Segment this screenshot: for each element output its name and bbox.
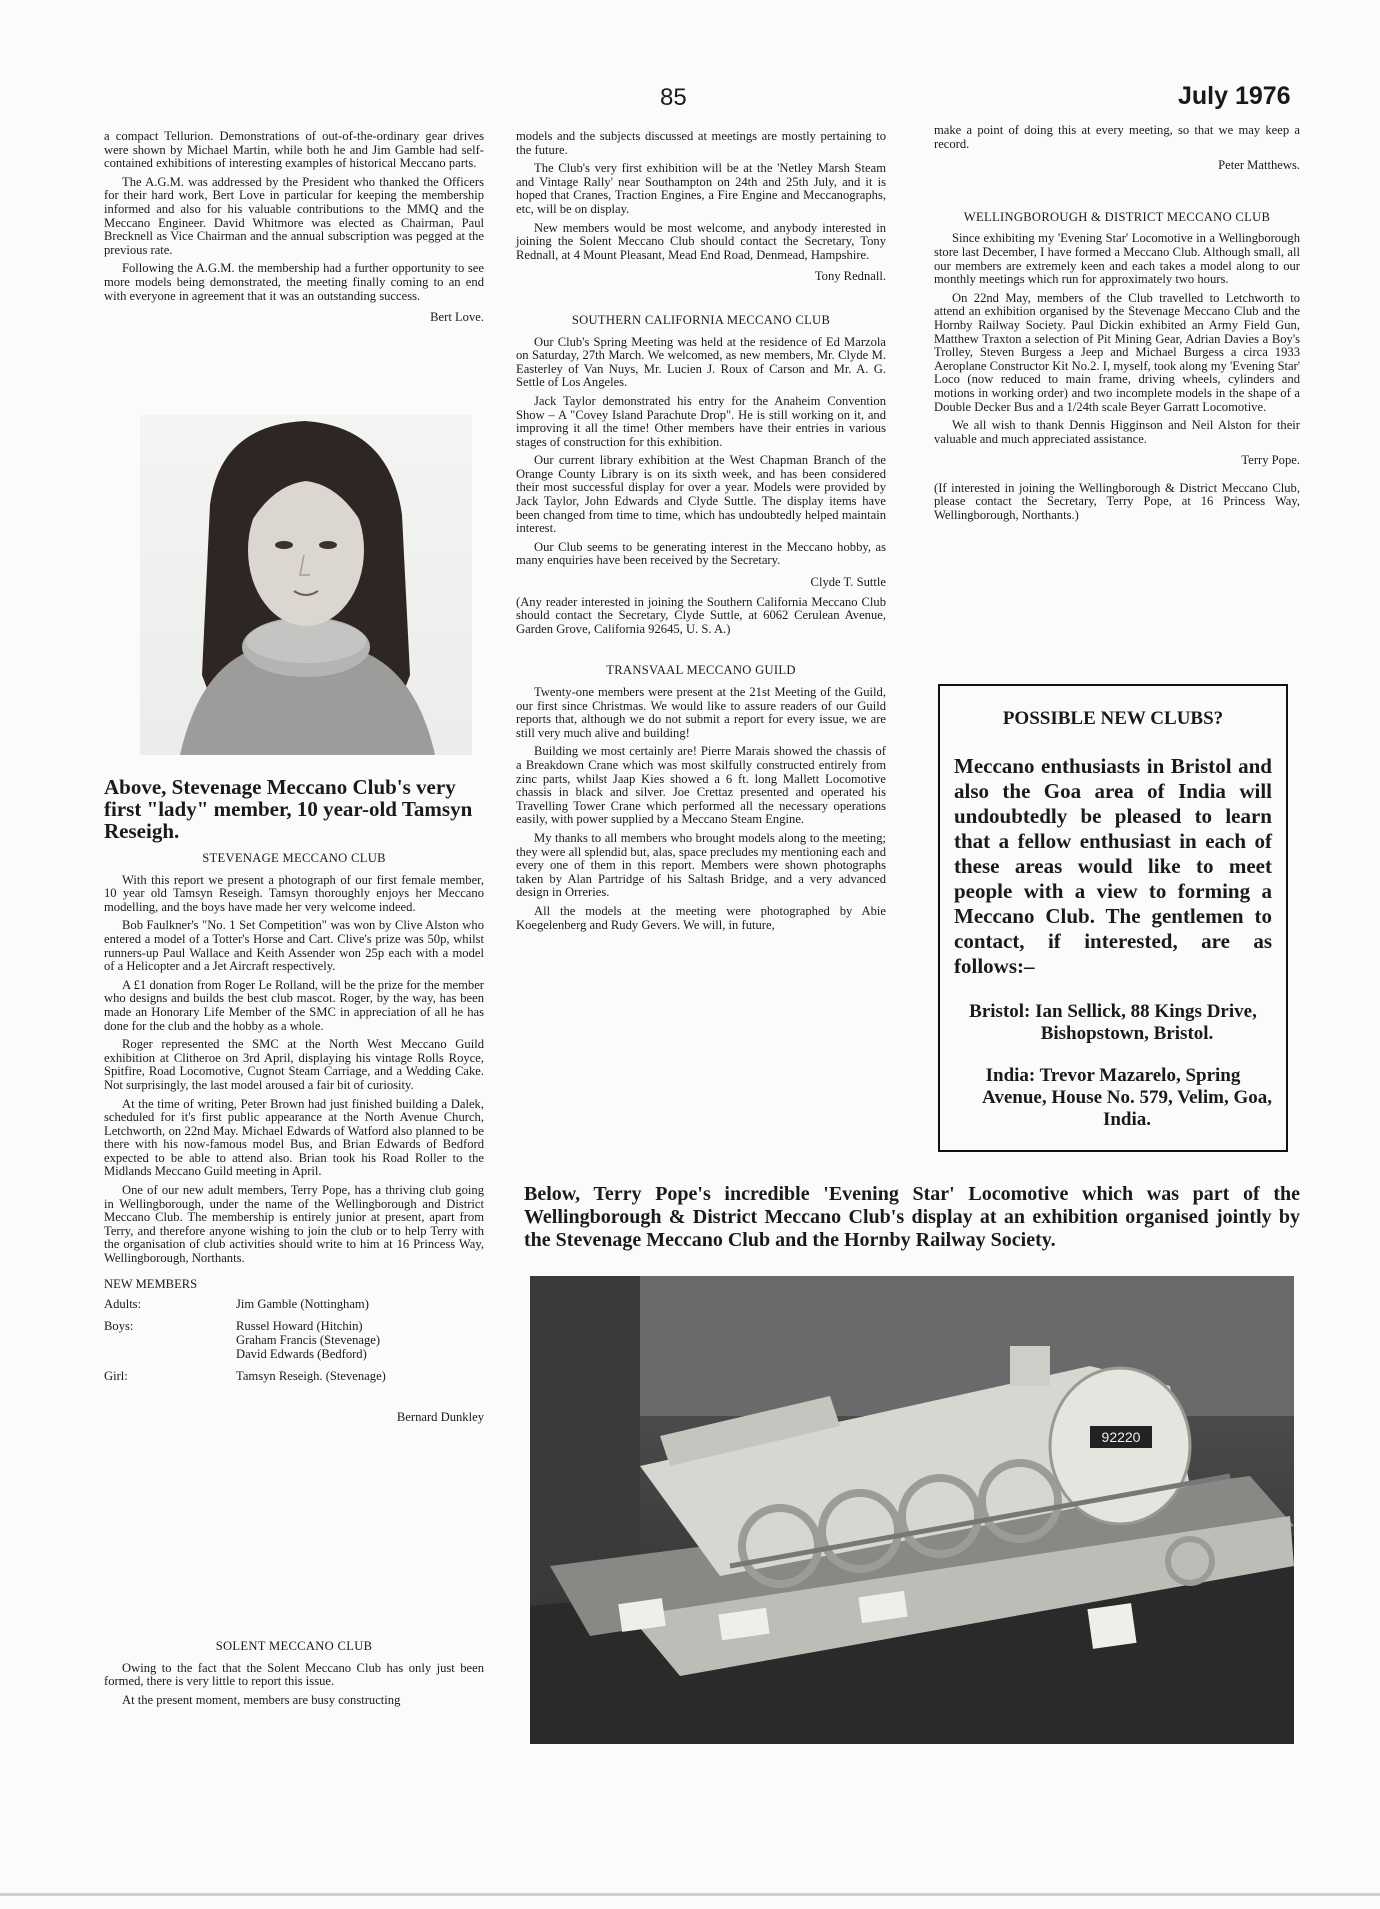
signature-peter-matthews: Peter Matthews. [1218, 158, 1300, 173]
table-row [104, 1319, 386, 1369]
new-members-table [104, 1297, 386, 1391]
paragraph: a compact Tellurion. Demonstrations of out-of-the-ordinary gear drives were shown by Michael Martin, while both he and Jim Gamble had self-contained exhibitions of interesting examples of historical Meccano parts. [104, 129, 484, 171]
box-address-bristol: Bristol: Ian Sellick, 88 Kings Drive, Bishopstown, Bristol. [969, 1001, 1257, 1044]
paragraph: At the present moment, members are busy constructing [122, 1692, 401, 1707]
paragraph: With this report we present a photograph of our first female member, 10 year old Tamsyn Reseigh. Tamsyn thoroughly enjoys her Meccano modelling, and the boys have made her very welcome indeed. [104, 872, 484, 914]
paragraph: A £1 donation from Roger Le Rolland, will be the prize for the member who designs and builds the best club mascot. Roger, by the way, has been made an Honorary Life Member of the SMC in appreciation of all he has done for the club and the hobby as a whole. [104, 977, 484, 1033]
paragraph: The Club's very first exhibition will be at the 'Netley Marsh Steam and Vintage Rally' near Southampton on 24th and 25th July, and it is hoped that Cranes, Traction Engines, a Fire Engine and Meccanographs, etc, will be on display. [516, 161, 886, 216]
member-name: Graham Francis (Stevenage) [236, 1333, 381, 1348]
locomotive-photo-graphic [530, 1276, 1294, 1744]
paragraph: All the models at the meeting were photographed by Abie Koegelenberg and Rudy Gevers. We will, in future, [516, 903, 886, 932]
signature-terry-pope: Terry Pope. [1241, 453, 1300, 468]
paragraph: On 22nd May, members of the Club travelled to Letchworth to attend an exhibition organised by the Stevenage Meccano Club and the Hornby Railway Society. Paul Dickin exhibited an Army Field Gun, Matthew Traxton a selection of Pit Mining Gear, Adrian Davies a Boy's Trolley, Steven Burgess a Jeep and Michael Burgess a circa 1933 Aeroplane Constructor Kit No.2. I, myself, took along my 'Evening Star' Loco (now reduced to main frame, driving wheels, cylinders and motions in working order) and two incomplete models in the shape of a Double Decker Bus and a 1/24th scale Beyer Garratt Locomotive. [934, 290, 1300, 414]
paragraph: New members would be most welcome, and anybody interested in joining the Solent Meccano Club should contact the Secretary, Tony Rednall, at 4 Mount Pleasant, Mead End Road, Denmead, Hampshire. [516, 220, 886, 262]
page-bottom-rule [0, 1893, 1380, 1896]
member-names [236, 1369, 386, 1391]
member-label: Boys: [104, 1319, 134, 1334]
section-heading: TRANSVAAL MECCANO GUILD [606, 663, 796, 678]
paragraph: At the time of writing, Peter Brown had just finished building a Dalek, scheduled for it's first public appearance at the North Avenue Church, Letchworth, on 22nd May. Michael Edwards of Watford also planned to be there with his now-famous model Bus, and Brian Edwards of Bedford expected to be able to attend also. Brian took his Road Roller to the Midlands Meccano Guild meeting in April. [104, 1096, 484, 1179]
club-contact-note: (If interested in joining the Wellingborough & District Meccano Club, please contact the Secretary, Terry Pope, at 16 Princess Way, Wellingborough, Northants.) [934, 480, 1300, 523]
portrait-photo-graphic [140, 415, 472, 755]
member-label: Adults: [104, 1297, 142, 1312]
signature-bert-love: Bert Love. [430, 310, 484, 325]
member-names [236, 1297, 386, 1319]
signature-bernard-dunkley: Bernard Dunkley [396, 1410, 484, 1425]
member-name: Jim Gamble (Nottingham) [236, 1297, 369, 1312]
paragraph: The A.G.M. was addressed by the President who thanked the Officers for their hard work, Bert Love in particular for keeping the membership informed and also for his valuable contributions to the MMQ and the Meccano Engineer. David Whitmore was elected as Chairman, Paul Brecknell as Vice Chairman and the annual subscription was pegged at the previous rate. [104, 174, 484, 257]
paragraph: We all wish to thank Dennis Higginson and Neil Alston for their valuable and much appreciated assistance. [934, 418, 1300, 446]
paragraph: make a point of doing this at every meeting, so that we may keep a record. [934, 123, 1300, 151]
section-heading: SOUTHERN CALIFORNIA MECCANO CLUB [571, 312, 831, 327]
paragraph: Owing to the fact that the Solent Meccano Club has only just been formed, there is very little to report this issue. [104, 1660, 484, 1689]
paragraph: Jack Taylor demonstrated his entry for the Anaheim Convention Show – A "Covey Island Parachute Drop". He is still working on it, and improving it all the time! Other members have their entries in various stages of construction for this exhibition. [516, 393, 886, 449]
paragraph: models and the subjects discussed at meetings are mostly pertaining to the future. [516, 129, 886, 157]
new-members-heading: NEW MEMBERS [104, 1276, 198, 1291]
paragraph: Bob Faulkner's "No. 1 Set Competition" was won by Clive Alston who entered a model of a Totter's Horse and Cart. Clive's prize was 50p, whilst runners-up Paul Wallace and Keith Assender won 25p each with a model of a Helicopter and a Jet Aircraft respectively. [104, 918, 484, 974]
photo1-caption-block [104, 776, 484, 842]
possible-new-clubs-box [938, 684, 1288, 1152]
photo-tamsyn-reseigh [140, 415, 472, 755]
member-label: Girl: [104, 1369, 128, 1384]
page-number: 85 [660, 84, 687, 111]
section-heading: STEVENAGE MECCANO CLUB [202, 851, 386, 865]
box-address-india: India: Trevor Mazarelo, Spring Avenue, House No. 579, Velim, Goa, India. [982, 1065, 1272, 1130]
signature-clyde-suttle: Clyde T. Suttle [810, 575, 886, 590]
box-title: POSSIBLE NEW CLUBS? [1002, 708, 1224, 729]
box-body: Meccano enthusiasts in Bristol and also the Goa area of India will undoubtedly be pleased to learn that a fellow enthusiast in each of these areas would like to meet people with a view to forming a Meccano Club. The gentlemen to contact, if interested, are as follows:– [954, 754, 1272, 978]
stevenage-section [104, 852, 484, 1439]
section-heading: WELLINGBOROUGH & DISTRICT MECCANO CLUB [963, 209, 1271, 224]
paragraph: Our Club's Spring Meeting was held at the residence of Ed Marzola on Saturday, 27th March. We welcomed, as new members, Mr. Clyde M. Easterley of Van Nuys, Mr. Lucien J. Roux of Carson and Mr. A. G. Settle of Los Angeles. [516, 334, 886, 390]
section-heading: SOLENT MECCANO CLUB [215, 1639, 373, 1653]
paragraph: Since exhibiting my 'Evening Star' Locomotive in a Wellingborough store last December, I have formed a Meccano Club. Although small, all our members are extremely keen and each takes a model along to our monthly meetings which run for approximately two hours. [934, 231, 1300, 287]
paragraph: Building we most certainly are! Pierre Marais showed the chassis of a Breakdown Crane which was most skilfully constructed entirely from zinc parts, whilst Jaap Kies showed a 6 ft. long Mallett Locomotive chassis in black and silver. Joe Crettaz presented and operated his Travelling Tower Crane which performed all the necessary operations easily, with power supplied by a Meccano Steam Engine. [516, 744, 886, 827]
paragraph: Our Club seems to be generating interest in the Meccano hobby, as many enquiries have been received by the Secretary. [516, 539, 886, 568]
column3 [934, 124, 1300, 528]
paragraph: Our current library exhibition at the West Chapman Branch of the Orange County Library is on its sixth week, and has been considered their most successful display for over a year. Models were provided by Jack Taylor, John Edwards and Clyde Suttle. The display items have been changed from time to time, which has undoubtedly helped maintain interest. [516, 453, 886, 536]
member-name: Tamsyn Reseigh. (Stevenage) [236, 1369, 386, 1384]
member-names [236, 1319, 386, 1369]
column1-intro [104, 130, 484, 339]
issue-date: July 1976 [1178, 82, 1291, 110]
paragraph: My thanks to all members who brought models along to the meeting; they were all splendid but, alas, space precludes my mentioning each and every one of them in this report. Members were shown photographs taken by Alan Partridge of his Saltash Bridge, and a very advanced design in Orreries. [516, 830, 886, 900]
table-row [104, 1369, 386, 1391]
solent-section [104, 1640, 484, 1712]
photo-evening-star-locomotive [530, 1276, 1294, 1744]
photo1-caption: Above, Stevenage Meccano Club's very first "lady" member, 10 year-old Tamsyn Reseigh. [104, 775, 473, 843]
member-name: Russel Howard (Hitchin) [236, 1319, 363, 1334]
table-row [104, 1297, 386, 1319]
member-name: David Edwards (Bedford) [236, 1347, 367, 1362]
column2 [516, 130, 886, 937]
paragraph: Following the A.G.M. the membership had a further opportunity to see more models being demonstrated, the meeting finally coming to an end with everyone in agreement that it was an outstanding success. [104, 261, 484, 303]
club-contact-note: (Any reader interested in joining the Southern California Meccano Club should contact the Secretary, Clyde Suttle, at 6062 Cerulean Avenue, Garden Grove, California 92645, U. S. A.) [516, 594, 886, 636]
paragraph: Twenty-one members were present at the 21st Meeting of the Guild, our first since Christmas. We would like to assure readers of our Guild reports that, although we do not submit a report for every issue, we are still very much alive and building! [516, 685, 886, 740]
loco-number-plate: 92220 [1101, 1429, 1141, 1445]
signature-tony-rednall: Tony Rednall. [814, 269, 886, 284]
paragraph: Roger represented the SMC at the North West Meccano Guild exhibition at Clitheroe on 3rd April, displaying his vintage Rolls Royce, Spitfire, Road Locomotive, Cugnot Steam Carriage, and a Wedding Cake. Not surprisingly, the last model aroused a fair bit of curiosity. [104, 1037, 484, 1092]
paragraph: One of our new adult members, Terry Pope, has a thriving club going in Wellingborough, under the name of the Wellingborough and District Meccano Club. The membership is entirely junior at present, apart from Terry, and therefore anyone wishing to join the club or to help Terry with the organisation of club activities should write to him at 16 Princess Way, Wellingborough, Northants. [104, 1183, 484, 1266]
photo2-caption: Below, Terry Pope's incredible 'Evening Star' Locomotive which was part of the Wellingborough & District Meccano Club's display at an exhibition organised jointly by the Stevenage Meccano Club and the Hornby Railway Society. [524, 1183, 1300, 1251]
